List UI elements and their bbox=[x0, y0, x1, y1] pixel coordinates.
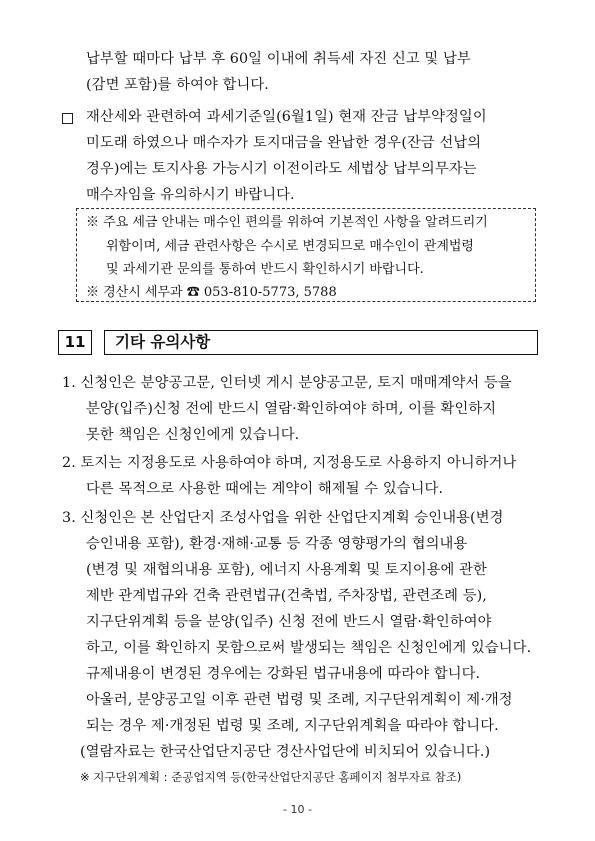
item-3-line-4: 제반 관계법규와 건축 관련법규(건축법, 주차장법, 관련조례 등), bbox=[86, 588, 487, 604]
notice-line-3: 및 과세기관 문의를 통하여 반드시 확인하시기 바랍니다. bbox=[106, 262, 424, 277]
footnote: ※ 지구단위계획 : 준공업지역 등(한국산업단지공단 홈페이지 첨부자료 참조) bbox=[80, 770, 462, 784]
checkbox-line-3: 경우)에는 토지사용 가능시기 이전이라도 세법상 납부의무자는 bbox=[86, 161, 477, 177]
item-3-line-10: (열람자료는 한국산업단지공단 경산사업단에 비치되어 있습니다.) bbox=[80, 744, 491, 760]
section-title: 기타 유의사항 bbox=[104, 330, 538, 355]
page-number: - 10 - bbox=[283, 803, 312, 816]
intro-line-1: 납부할 때마다 납부 후 60일 이내에 취득세 자진 신고 및 납부 bbox=[86, 51, 471, 67]
item-2-line-2: 다른 목적으로 사용한 때에는 계약이 해제될 수 있습니다. bbox=[86, 481, 444, 497]
item-1-line-1: 1. 신청인은 분양공고문, 인터넷 게시 분양공고문, 토지 매매계약서 등을 bbox=[62, 375, 512, 391]
checkbox-line-4: 매수자임을 유의하시기 바랍니다. bbox=[86, 187, 295, 203]
notice-line-1: ※ 주요 세금 안내는 매수인 편의를 위하여 기본적인 사항을 알려드리기 bbox=[86, 215, 488, 230]
item-1-line-2: 분양(입주)신청 전에 반드시 열람·확인하여야 하며, 이를 확인하지 bbox=[86, 401, 497, 417]
intro-line-2: (감면 포함)를 하여야 합니다. bbox=[86, 77, 269, 93]
item-3-line-5: 지구단위계획 등을 분양(입주) 신청 전에 반드시 열람·확인하여야 bbox=[86, 614, 492, 630]
item-3-line-9: 되는 경우 제·개정된 법령 및 조례, 지구단위계획을 따라야 합니다. bbox=[86, 718, 499, 734]
item-3-line-8: 아울러, 분양공고일 이후 관련 법령 및 조례, 지구단위계획이 제·개정 bbox=[86, 692, 513, 708]
item-3-line-7: 규제내용이 변경된 경우에는 강화된 법규내용에 따라야 합니다. bbox=[86, 666, 481, 682]
notice-line-2: 위함이며, 세금 관련사항은 수시로 변경되므로 매수인이 관계법령 bbox=[106, 239, 474, 254]
item-3-line-3: (변경 및 재협의내용 포함), 에너지 사용계획 및 토지이용에 관한 bbox=[86, 562, 487, 578]
item-3-line-6: 하고, 이를 확인하지 못함으로써 발생되는 책임은 신청인에게 있습니다. bbox=[86, 640, 532, 656]
checkbox-line-2: 미도래 하였으나 매수자가 토지대금을 완납한 경우(잔금 선납의 bbox=[86, 135, 482, 151]
item-3-line-2: 승인내용 포함), 환경·재해·교통 등 각종 영향평가의 협의내용 bbox=[86, 536, 468, 552]
item-1-line-3: 못한 책임은 신청인에게 있습니다. bbox=[86, 427, 300, 443]
checkbox-line-1: 재산세와 관련하여 과세기준일(6월1일) 현재 잔금 납부약정일이 bbox=[86, 109, 487, 125]
item-2-line-1: 2. 토지는 지정용도로 사용하여야 하며, 지정용도로 사용하지 아니하거나 bbox=[62, 455, 517, 471]
item-3-line-1: 3. 신청인은 본 산업단지 조성사업을 위한 산업단지계획 승인내용(변경 bbox=[62, 510, 504, 526]
section-number: 11 bbox=[58, 330, 92, 355]
checkbox-square-icon bbox=[62, 113, 73, 124]
notice-contact: ※ 경산시 세무과 ☎ 053-810-5773, 5788 bbox=[86, 285, 337, 300]
